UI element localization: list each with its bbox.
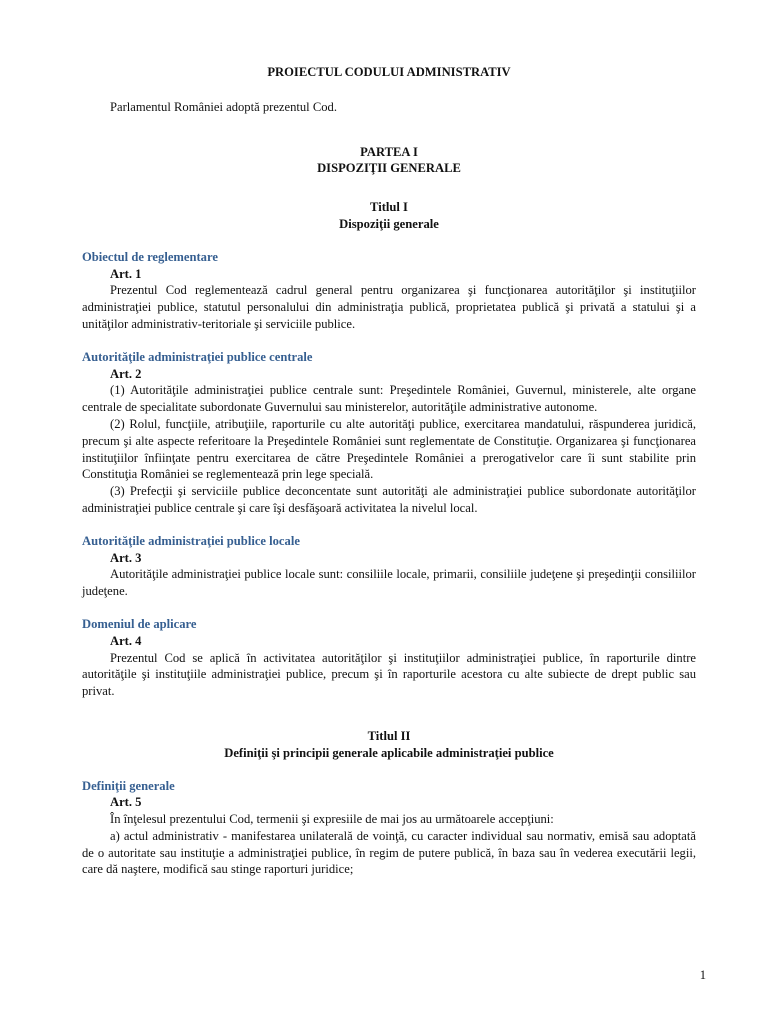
section-heading: Obiectul de reglementare <box>82 249 218 264</box>
article-paragraph: (1) Autorităţile administraţiei publice centrale sunt: Preşedintele României, Guvernul, ministerele, alte organe centrale de specialitate subordonate Guvernului sau ministerelor, autorităţile administrative autonome. <box>82 383 696 415</box>
page-number: 1 <box>699 968 706 982</box>
intro-paragraph: Parlamentul României adoptă prezentul Cod. <box>110 99 337 114</box>
article-number: Art. 2 <box>110 366 142 381</box>
section-heading: Definiţii generale <box>82 778 175 793</box>
article-number: Art. 1 <box>110 266 142 281</box>
article-paragraph: (2) Rolul, funcţiile, atribuţiile, raporturile cu alte autorităţi publice, exercitarea mandatului, răspunderea juridică, precum şi alte aspecte referitoare la Preşedintele României sunt reglementate de Constituţie. Organizarea şi funcţionarea instituţiilor înfiinţate pentru exercitarea de către Preşedintele României a prerogativelor care îi sunt stabilite prin Constituţia României se reglementează prin lege specială. <box>82 416 696 482</box>
article-number: Art. 5 <box>110 795 142 810</box>
section-heading: Domeniul de aplicare <box>82 616 197 631</box>
title-2-label: Titlul II <box>367 728 411 743</box>
article-paragraph: (3) Prefecţii şi serviciile publice deconcentate sunt autorităţi ale administraţiei publice subordonate autorităţilor administraţiei publice centrale şi care îşi desfăşoară activitatea la nivelul local. <box>82 484 696 515</box>
part-name: DISPOZIŢII GENERALE <box>317 161 461 176</box>
document-title: PROIECTUL CODULUI ADMINISTRATIV <box>267 65 511 79</box>
title-1-name: Dispoziţii generale <box>339 216 439 231</box>
document-page <box>82 64 696 878</box>
section-heading: Autorităţile administraţiei publice locale <box>82 533 300 548</box>
article-paragraph: Prezentul Cod reglementează cadrul general pentru organizarea şi funcţionarea autorităţilor şi instituţiilor administraţiei publice, statutul personalului din administraţia publică, proprietatea publică şi privată a statului şi a unităţilor administrativ-teritoriale şi serviciile publice. <box>82 283 696 331</box>
article-paragraph: În înţelesul prezentului Cod, termenii şi expresiile de mai jos au următoarele accepţiuni: <box>110 812 554 827</box>
article-paragraph: Autorităţile administraţiei publice locale sunt: consiliile locale, primarii, consiliile judeţene şi preşedinţii consiliilor judeţene. <box>82 567 696 599</box>
article-paragraph: a) actul administrativ - manifestarea unilaterală de voinţă, cu caracter individual sau normativ, emisă sau adoptată de o autoritate sau instituţie a administraţiei publice, în regim de putere publică, în baza sau în vederea executării legii, care dă naştere, modifică sau stinge raporturi juridice; <box>82 828 696 877</box>
article-number: Art. 4 <box>110 633 142 648</box>
article-paragraph: Prezentul Cod se aplică în activitatea autorităţilor şi instituţiilor administraţiei publice, în raporturile dintre autorităţile şi instituţiile administraţiei publice, precum şi în raporturile acestora cu alte subiecte de drept public sau privat. <box>82 650 696 699</box>
title-1-label: Titlul I <box>370 200 408 215</box>
title-2-name: Definiţii şi principii generale aplicabile administraţiei publice <box>224 745 554 760</box>
article-number: Art. 3 <box>110 550 142 565</box>
section-heading: Autorităţile administraţiei publice centrale <box>82 349 313 364</box>
part-label: PARTEA I <box>360 144 418 159</box>
